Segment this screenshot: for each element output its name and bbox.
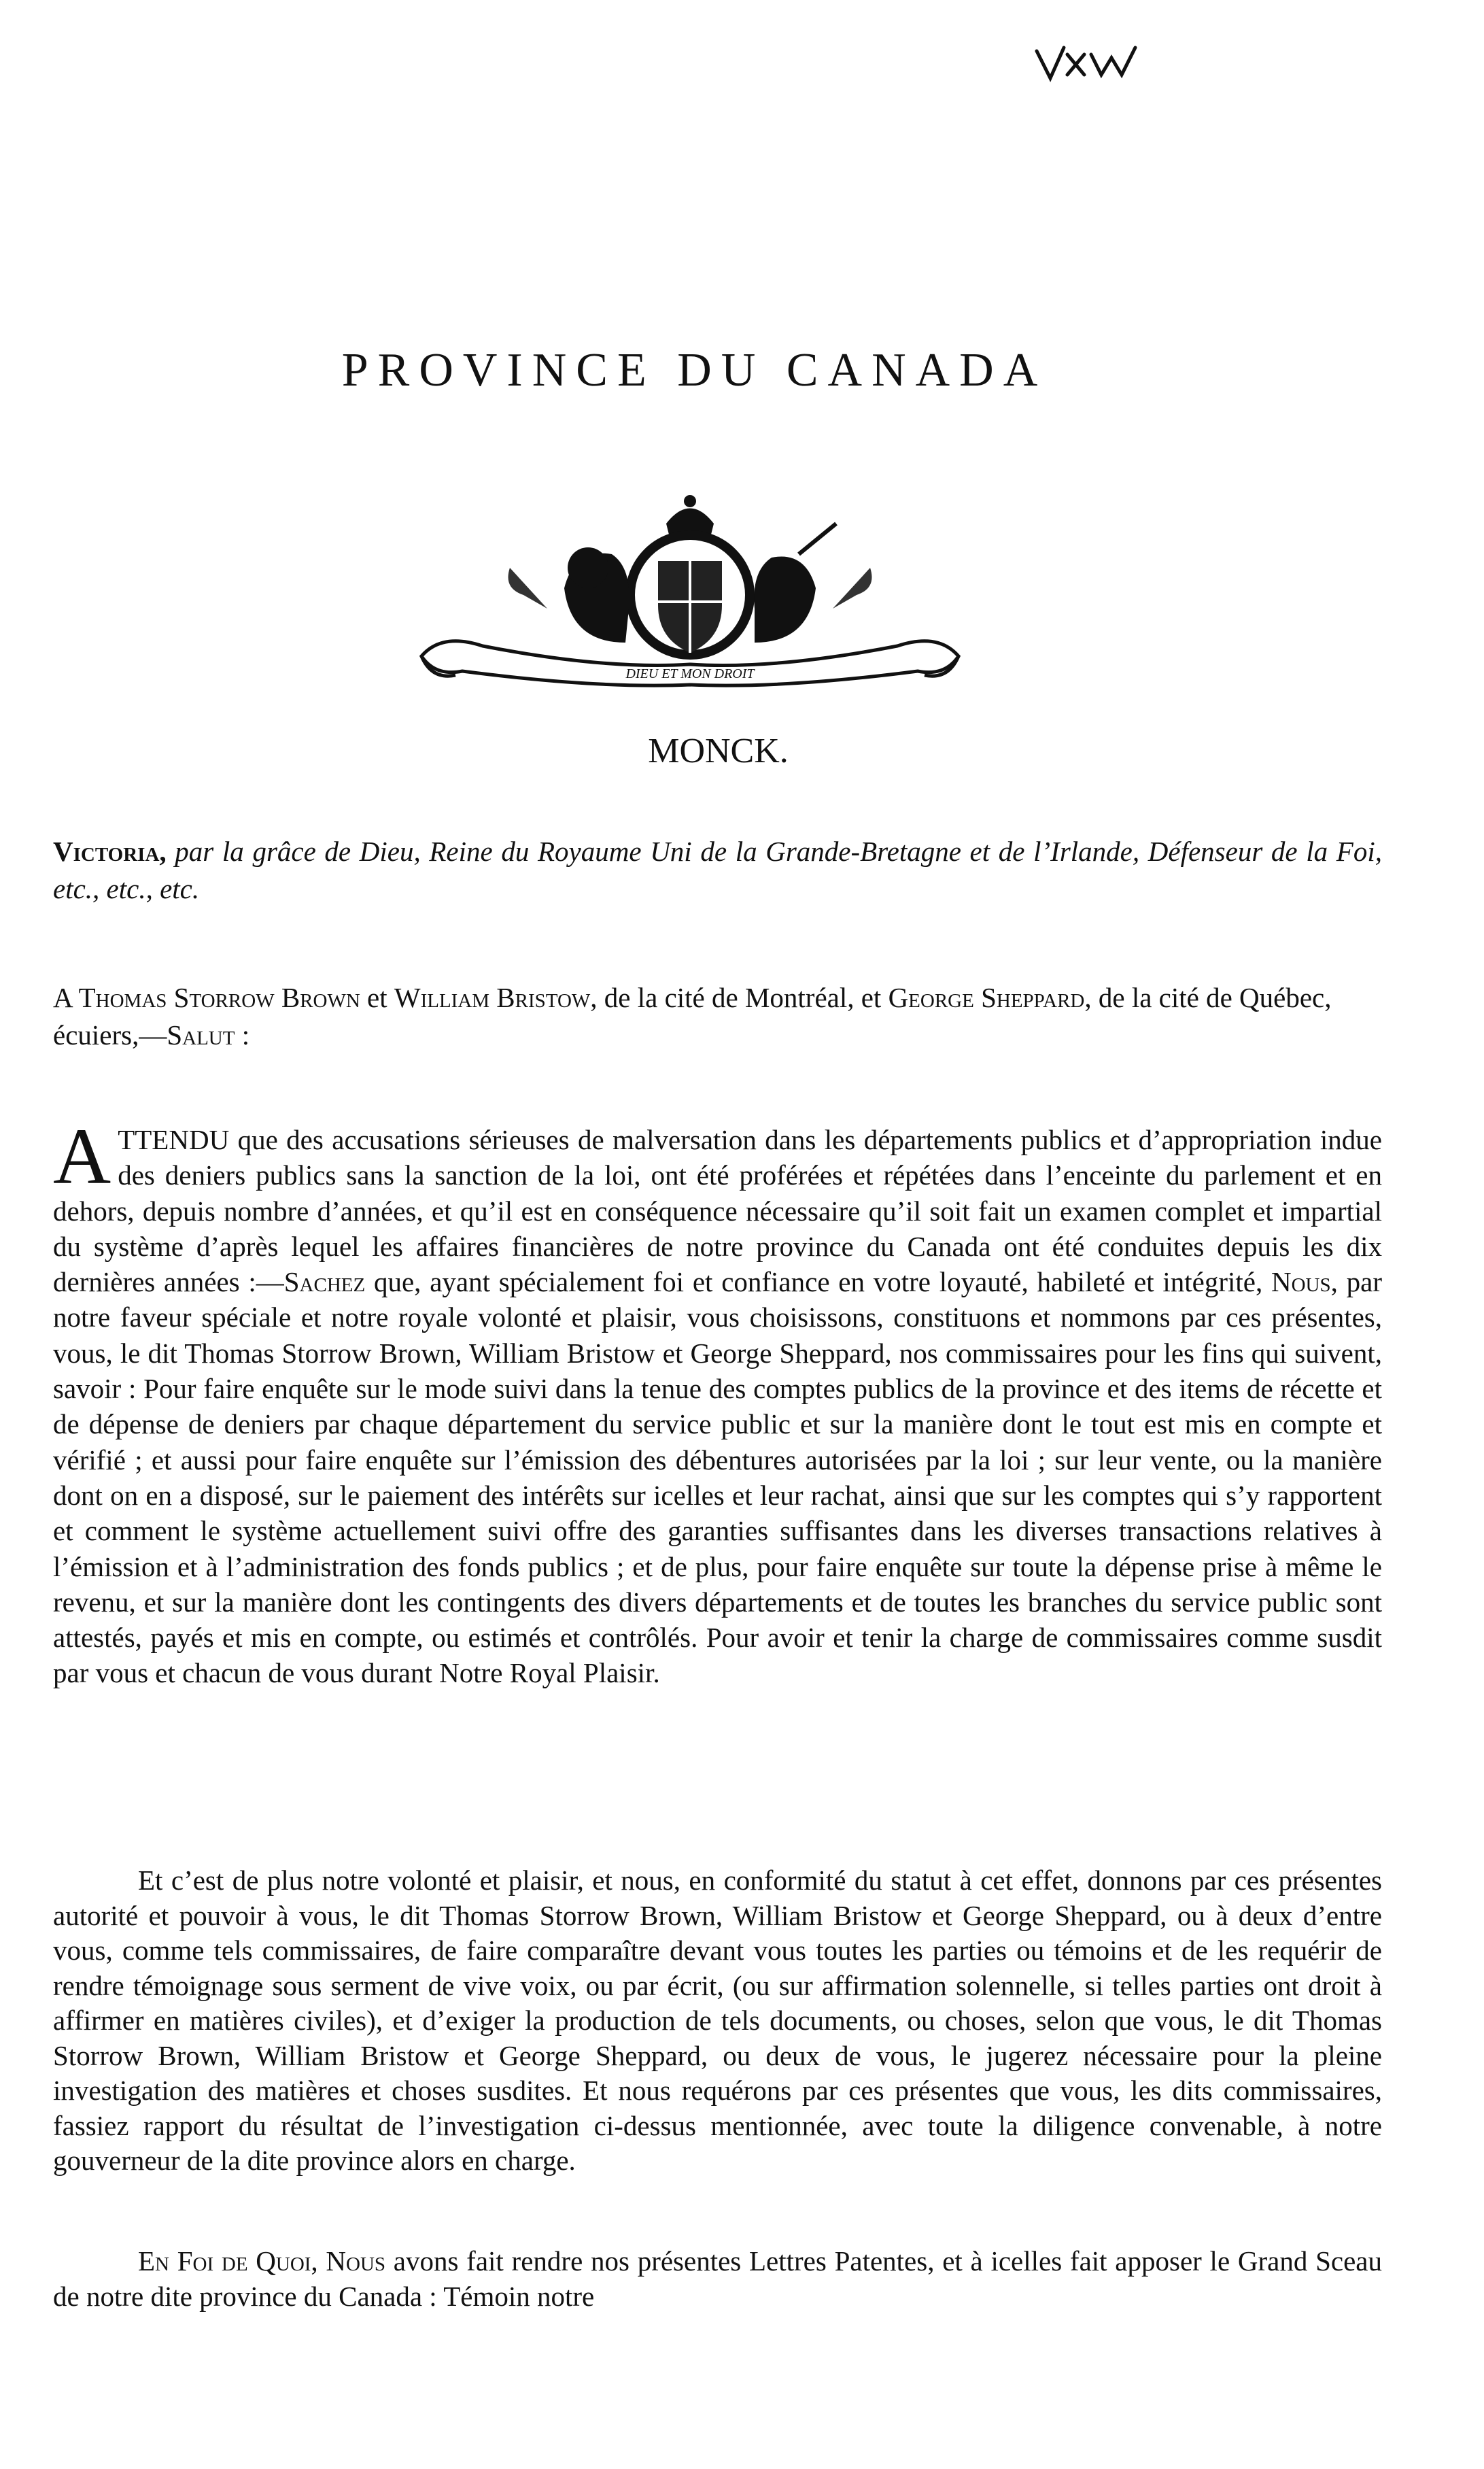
drop-cap: A xyxy=(53,1112,111,1201)
sovereign-name: Victoria, xyxy=(53,836,167,867)
nous-word: Nous xyxy=(1271,1266,1331,1298)
commissioner-name-1: Thomas Storrow Brown xyxy=(78,982,360,1013)
handwritten-mark-icon xyxy=(1033,37,1149,92)
motto-text: DIEU ET MON DROIT xyxy=(625,666,755,681)
page-number-mark xyxy=(1033,37,1149,92)
sachez-word: Sachez xyxy=(283,1266,366,1298)
address-prefix: A xyxy=(53,982,72,1013)
signer-name: MONCK. xyxy=(648,732,789,770)
address-line xyxy=(53,979,1382,1054)
paragraph-text: avons fait rendre nos présentes Lettres Patentes, et à icelles fait apposer le Grand Sceau de notre dite province du Canada : Témoin notre xyxy=(53,2245,1382,2312)
commissioner-name-2: William Bristow, xyxy=(394,982,598,1013)
paragraph-text: Et c’est de plus notre volonté et plaisir, et nous, en conformité du statut à cet effet, donnons par ces présentes autorité et pouvoir à vous, le dit Thomas Storrow Brown, William Bristow et George Sheppard, ou à deux d’entre vous, comme tels commissaires, de faire comparaître devant vous toutes les parties ou témoins et de les requérir de rendre témoignage sous serment de vive voix, ou par écrit, (ou sur affirmation solennelle, si telles parties ont droit à affirmer en matières civiles), et d’exiger la production de tels documents, ou choses, selon que vous, le dit Thomas Storrow Brown, William Bristow et George Sheppard, ou deux de vous, le jugerez nécessaire pour la pleine investigation des matières et choses susdites. Et nous requérons par ces présentes que vous, les dits commissaires, fassiez rapport du résultat de l’investigation ci-dessus mentionnée, avec toute la diligence convenable, à notre gouverneur de la dite province alors en charge. xyxy=(53,1864,1382,2176)
address-connector-3: de la cité de Québec, écuiers,— xyxy=(53,982,1332,1051)
paragraph-text: TTENDU que des accusations sérieuses de malversation dans les départements publics et d’appropriation indue des deniers publics sans la sanction de la loi, ont été proférées et répétées dans l’enceinte du parlement et en dehors, depuis nombre d’années, et qu’il est en conséquence nécessaire qu’il soit fait un examen complet et impartial du système d’après lequel les affaires financières de notre province du Canada ont été conduites depuis les dix dernières années :— xyxy=(53,1124,1382,1298)
royal-salutation xyxy=(53,833,1382,908)
address-connector-1: et xyxy=(367,982,387,1013)
commissioner-name-3: George Sheppard, xyxy=(888,982,1092,1013)
address-connector-2: de la cité de Montréal, et xyxy=(604,982,882,1013)
paragraph-en-foi xyxy=(53,2244,1382,2314)
en-foi-de-quoi-words: En Foi de Quoi, Nous xyxy=(138,2245,386,2277)
document-title: PROVINCE DU CANADA xyxy=(341,344,1048,396)
paragraph-text: que, ayant spécialement foi et confiance en votre loyauté, habileté et intégrité, xyxy=(365,1266,1271,1298)
sovereign-titles: par la grâce de Dieu, Reine du Royaume Uni de la Grande-Bretagne et de l’Irlande, Défenseur de la Foi, etc., etc., etc. xyxy=(53,836,1382,904)
paragraph-volonte xyxy=(53,1863,1382,2179)
paragraph-attendu xyxy=(53,1112,1382,1691)
salut-word: Salut : xyxy=(167,1019,250,1051)
royal-coat-of-arms-icon xyxy=(401,486,979,690)
coat-of-arms xyxy=(401,486,979,690)
paragraph-text: , par notre faveur spéciale et notre royale volonté et plaisir, vous choisissons, constituons et nommons par ces présentes, vous, le dit Thomas Storrow Brown, William Bristow et George Sheppard, nos commissaires pour les fins qui suivent, savoir : Pour faire enquête sur le mode suivi dans la tenue des comptes publics de la province et des items de récette et de dépense de deniers par chaque département du service public et sur la manière dont le tout est mis en compte et vérifié ; et aussi pour faire enquête sur l’émission des débentures autorisées par la loi ; sur leur vente, ou la manière dont on en a disposé, sur le paiement des intérêts sur icelles et leur rachat, ainsi que sur les comptes qui s’y rapportent et comment le système actuellement suivi offre des garanties suffisantes dans les diverses transactions relatives à l’émission et à l’administration des fonds publics ; et de plus, pour faire enquête sur toute la dépense prise à même le revenu, et sur la manière dont les contingents des divers départements et de toutes les branches du service public sont attestés, payés et mis en compte, ou estimés et contrôlés. Pour avoir et tenir la charge de commissaires comme susdit par vous et chacun de vous durant Notre Royal Plaisir. xyxy=(53,1266,1382,1689)
